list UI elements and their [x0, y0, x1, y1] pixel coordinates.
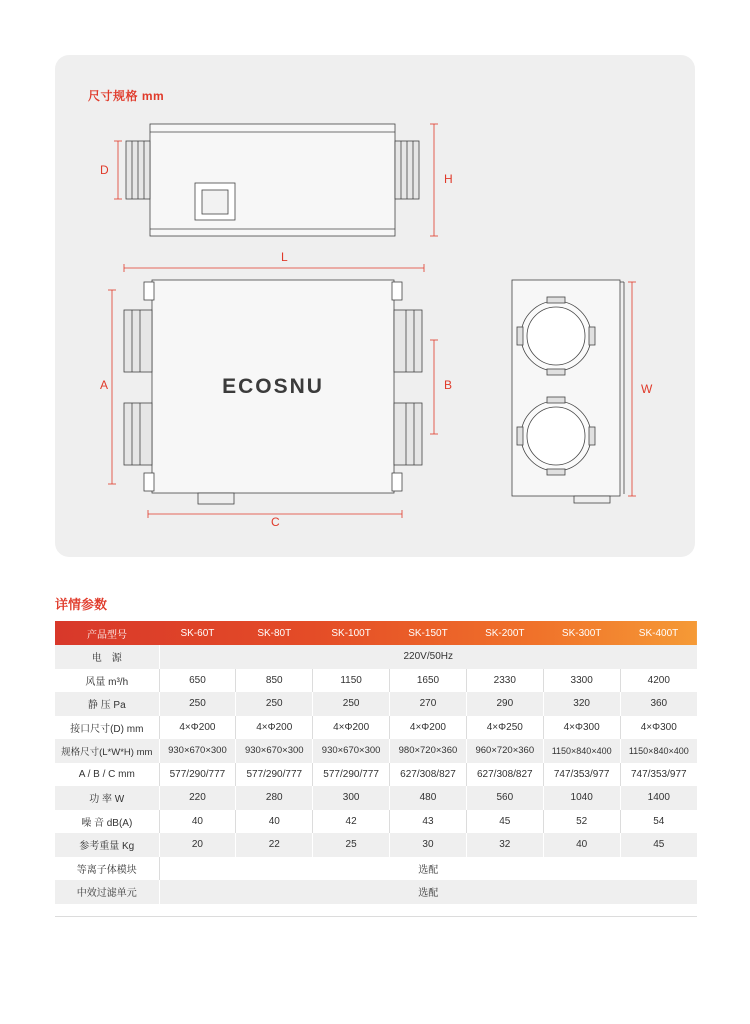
cell: 1040: [543, 786, 620, 810]
dimension-title: 尺寸规格 mm: [88, 89, 165, 103]
cell: 52: [543, 810, 620, 834]
row-plasma: [55, 857, 697, 881]
row-noise: [55, 810, 697, 834]
cell: 40: [236, 810, 313, 834]
header-model-label: 产品型号: [87, 629, 127, 641]
row-label: A / B / C mm: [55, 763, 159, 787]
row-label: 噪 音 dB(A): [55, 810, 159, 834]
row-dimensions: [55, 739, 697, 763]
row-label: 规格尺寸(L*W*H) mm: [55, 739, 159, 763]
cell: 42: [313, 810, 390, 834]
cell: 280: [236, 786, 313, 810]
cell: 577/290/777: [236, 763, 313, 787]
row-port-size: [55, 716, 697, 740]
row-filter: [55, 880, 697, 904]
cell: 20: [159, 833, 236, 857]
top-view-body: [150, 124, 395, 236]
row-label: 等离子体模块: [55, 857, 159, 881]
cell: 1150×840×400: [620, 739, 697, 763]
cell: 627/308/827: [390, 763, 467, 787]
row-static-pressure: [55, 692, 697, 716]
row-abc: [55, 763, 697, 787]
cell: 45: [620, 833, 697, 857]
cell: 4×Φ200: [236, 716, 313, 740]
cell: 320: [543, 692, 620, 716]
cell: 480: [390, 786, 467, 810]
cell: 4×Φ200: [159, 716, 236, 740]
cell: 850: [236, 669, 313, 693]
label-c: C: [271, 515, 280, 529]
cell: 577/290/777: [159, 763, 236, 787]
label-a: A: [100, 378, 109, 392]
label-b: B: [444, 378, 453, 392]
header-model: SK-300T: [561, 627, 602, 639]
cell: 4×Φ200: [390, 716, 467, 740]
row-value: 选配: [159, 880, 697, 904]
row-label: 电 源: [55, 645, 159, 669]
cell: 40: [159, 810, 236, 834]
header-model: SK-100T: [331, 627, 371, 639]
cell: 3300: [543, 669, 620, 693]
cell: 2330: [466, 669, 543, 693]
cell: 32: [466, 833, 543, 857]
cell: 22: [236, 833, 313, 857]
row-power: [55, 786, 697, 810]
row-airflow: [55, 669, 697, 693]
cell: 650: [159, 669, 236, 693]
cell: 30: [390, 833, 467, 857]
row-label: 参考重量 Kg: [55, 833, 159, 857]
cell: 300: [313, 786, 390, 810]
row-label: 功 率 W: [55, 786, 159, 810]
row-label: 风量 m³/h: [55, 669, 159, 693]
cell: 54: [620, 810, 697, 834]
cell: 577/290/777: [313, 763, 390, 787]
cell: 43: [390, 810, 467, 834]
cell: 270: [390, 692, 467, 716]
cell: 250: [159, 692, 236, 716]
brand-logo: ECOSNU: [222, 375, 324, 398]
cell: 360: [620, 692, 697, 716]
cell: 627/308/827: [466, 763, 543, 787]
label-l: L: [281, 250, 288, 264]
cell: 40: [543, 833, 620, 857]
spec-table: [55, 621, 697, 904]
spec-header-row: [55, 621, 697, 645]
header-model: SK-400T: [638, 627, 679, 639]
label-d: D: [100, 163, 109, 177]
row-weight: [55, 833, 697, 857]
table-bottom-divider: [55, 916, 697, 917]
cell: 4200: [620, 669, 697, 693]
cell: 1650: [390, 669, 467, 693]
cell: 45: [466, 810, 543, 834]
cell: 747/353/977: [543, 763, 620, 787]
cell: 4×Φ250: [466, 716, 543, 740]
cell: 290: [466, 692, 543, 716]
cell: 4×Φ300: [543, 716, 620, 740]
header-model: SK-60T: [180, 627, 215, 639]
cell: 980×720×360: [390, 739, 467, 763]
header-model: SK-80T: [257, 627, 292, 639]
header-model: SK-200T: [485, 627, 525, 639]
row-value: 选配: [159, 857, 697, 881]
header-model: SK-150T: [408, 627, 448, 639]
specs-title: 详情参数: [55, 597, 108, 612]
cell: 930×670×300: [159, 739, 236, 763]
row-label: 静 压 Pa: [55, 692, 159, 716]
cell: 220: [159, 786, 236, 810]
row-power-supply: [55, 645, 697, 669]
cell: 1150: [313, 669, 390, 693]
cell: 25: [313, 833, 390, 857]
cell: 4×Φ200: [313, 716, 390, 740]
row-label: 中效过滤单元: [55, 880, 159, 904]
cell: 930×670×300: [313, 739, 390, 763]
row-label: 接口尺寸(D) mm: [55, 716, 159, 740]
cell: 960×720×360: [466, 739, 543, 763]
label-w: W: [641, 382, 653, 396]
cell: 1150×840×400: [543, 739, 620, 763]
cell: 560: [466, 786, 543, 810]
row-value: 220V/50Hz: [159, 645, 697, 669]
label-h: H: [444, 172, 453, 186]
cell: 4×Φ300: [620, 716, 697, 740]
cell: 747/353/977: [620, 763, 697, 787]
cell: 930×670×300: [236, 739, 313, 763]
cell: 1400: [620, 786, 697, 810]
cell: 250: [236, 692, 313, 716]
cell: 250: [313, 692, 390, 716]
